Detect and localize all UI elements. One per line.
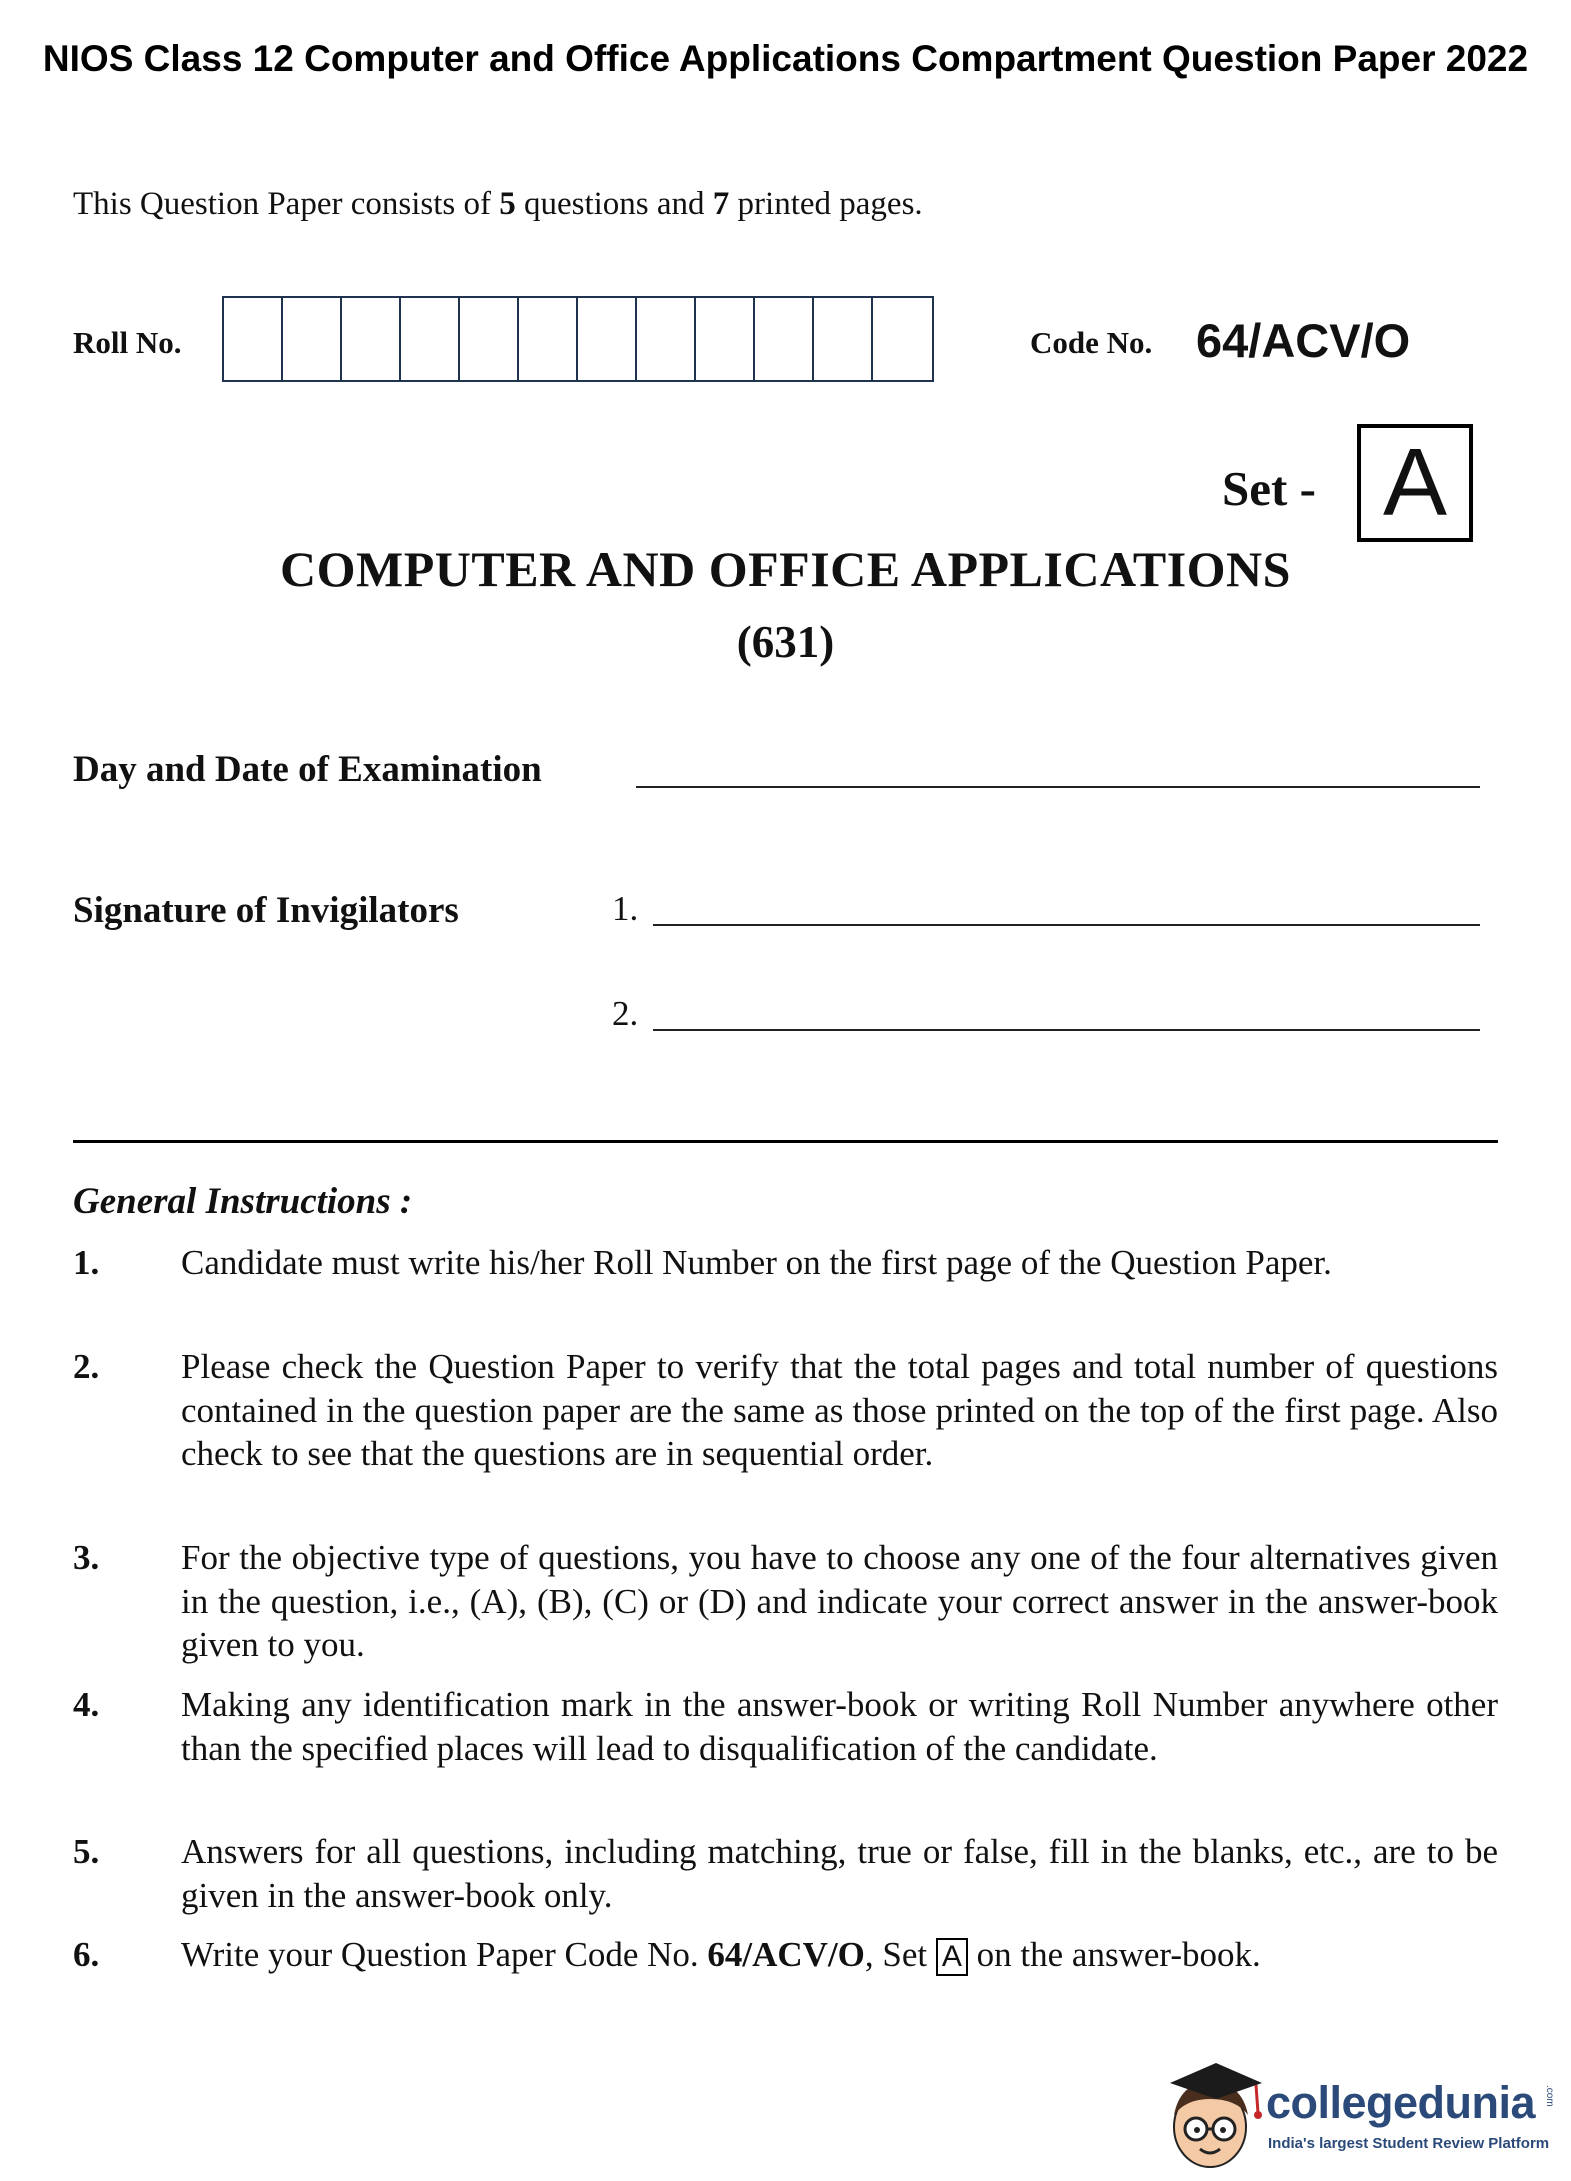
invigilator-1-line[interactable]	[653, 924, 1480, 926]
instruction-set-box: A	[936, 1938, 968, 1976]
roll-number-digit-box[interactable]	[637, 298, 696, 380]
roll-number-digit-box[interactable]	[519, 298, 578, 380]
invigilator-2-number: 2.	[612, 994, 639, 1033]
instruction-text: Please check the Question Paper to verify that the total pages and total number of questions contained in the question paper are the same as those printed on the top of the first page. Also check to see that the questions are in sequential order.	[181, 1347, 1498, 1473]
instruction-text: Making any identification mark in the answer-book or writing Roll Number anywhere other than the specified places will lead to disqualification of the candidate.	[181, 1685, 1498, 1768]
roll-number-digit-box[interactable]	[755, 298, 814, 380]
instruction-text	[181, 1933, 1498, 1977]
roll-number-digit-box[interactable]	[283, 298, 342, 380]
collegedunia-logo[interactable]	[1160, 2055, 1560, 2175]
code-number-label: Code No.	[1030, 325, 1153, 360]
instruction-item	[73, 1933, 1498, 1977]
instruction-number: 5.	[73, 1832, 100, 1871]
instruction-text: Candidate must write his/her Roll Number on the first page of the Question Paper.	[181, 1243, 1332, 1282]
instruction-item	[73, 1536, 1498, 1667]
general-instructions-heading: General Instructions :	[73, 1181, 413, 1222]
code-number-value: 64/ACV/O	[1196, 314, 1411, 367]
logo-wordmark: collegedunia	[1266, 2077, 1536, 2128]
instruction-item	[73, 1830, 1498, 1917]
instruction-text-before: Write your Question Paper Code No.	[181, 1935, 708, 1974]
roll-number-digit-box[interactable]	[578, 298, 637, 380]
roll-number-digit-box[interactable]	[696, 298, 755, 380]
instruction-text: For the objective type of questions, you have to choose any one of the four alternatives given in the question, i.e., (A), (B), (C) or (D) and indicate your correct answer in the answer-book given to you.	[181, 1538, 1498, 1664]
paper-info	[73, 186, 923, 223]
invigilator-1-number: 1.	[612, 889, 639, 928]
roll-number-boxes[interactable]	[222, 296, 934, 382]
mascot-icon	[1160, 2055, 1266, 2175]
instruction-item	[73, 1345, 1498, 1476]
set-value-box: A	[1357, 424, 1473, 542]
invigilator-2-line[interactable]	[653, 1029, 1480, 1031]
question-count: 5	[499, 186, 516, 222]
instruction-number: 1.	[73, 1243, 100, 1282]
logo-dotcom: .com	[1544, 2085, 1555, 2107]
roll-number-digit-box[interactable]	[224, 298, 283, 380]
instruction-text-after: on the answer-book.	[967, 1935, 1261, 1974]
roll-number-digit-box[interactable]	[460, 298, 519, 380]
instruction-code: 64/ACV/O	[707, 1935, 865, 1974]
logo-tagline: India's largest Student Review Platform	[1268, 2135, 1550, 2152]
set-label: Set -	[1222, 461, 1316, 516]
subject-code: (631)	[736, 617, 835, 667]
exam-date-line[interactable]	[636, 786, 1480, 788]
instruction-text-mid: , Set	[864, 1935, 936, 1974]
roll-number-digit-box[interactable]	[873, 298, 932, 380]
roll-number-digit-box[interactable]	[342, 298, 401, 380]
paper-info-middle: questions and	[515, 186, 713, 222]
instruction-item	[73, 1241, 1498, 1285]
invigilator-signature-label: Signature of Invigilators	[73, 890, 459, 931]
instruction-number: 4.	[73, 1685, 100, 1724]
roll-number-digit-box[interactable]	[401, 298, 460, 380]
page-count: 7	[712, 186, 730, 222]
section-divider	[73, 1140, 1498, 1143]
instruction-item	[73, 1683, 1498, 1770]
subject-title: COMPUTER AND OFFICE APPLICATIONS	[280, 541, 1291, 597]
instruction-text: Answers for all questions, including matching, true or false, fill in the blanks, etc., are to be given in the answer-book only.	[181, 1832, 1498, 1915]
paper-info-prefix: This Question Paper consists of	[73, 186, 500, 222]
instruction-number: 2.	[73, 1347, 100, 1386]
banner-title: NIOS Class 12 Computer and Office Applications Compartment Question Paper 2022	[42, 38, 1529, 79]
roll-number-digit-box[interactable]	[814, 298, 873, 380]
instruction-number: 6.	[73, 1935, 100, 1974]
paper-info-suffix: printed pages.	[729, 186, 923, 222]
instruction-number: 3.	[73, 1538, 100, 1577]
exam-date-label: Day and Date of Examination	[73, 749, 542, 790]
roll-number-label: Roll No.	[73, 325, 182, 360]
